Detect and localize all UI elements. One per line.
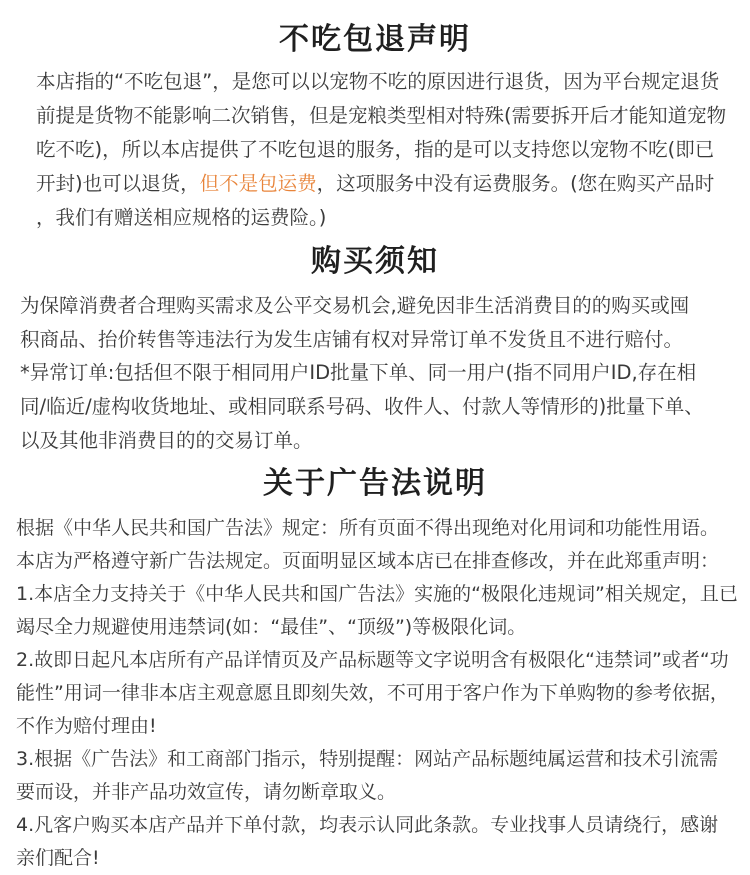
purchase-notice-para (20, 289, 689, 357)
ad-law-line: 1.本店全力支持关于《中华人民共和国广告法》实施的“极限化违规词”相关规定，且已 (16, 583, 738, 605)
abnormal-order-para (20, 356, 704, 458)
purchase-notice-title: 购买须知 (311, 244, 439, 279)
ad-law-line: 4.凡客户购买本店产品并下单付款，均表示认同此条款。专业找事人员请绕行，感谢 (16, 814, 719, 836)
abnormal-order-line: 同/临近/虚构收货地址、或相同联系号码、收件人、付款人等情形的)批量下单、 (20, 395, 704, 418)
return-policy-title: 不吃包退声明 (279, 22, 471, 57)
ad-law-body (16, 512, 738, 875)
return-policy-line: ，我们有赠送相应规格的运费险。) (36, 206, 327, 229)
return-policy-line: 前提是货物不能影响二次销售，但是宠粮类型相对特殊(需要拆开后才能知道宠物 (36, 104, 727, 127)
ad-law-line: 竭尽全力规避使用违禁词(如：“最佳”、“顶级”)等极限化词。 (16, 616, 527, 638)
abnormal-order-line: *异常订单:包括但不限于相同用户ID批量下单、同一用户(指不同用户ID,存在相 (20, 361, 697, 384)
line-text: 开封)也可以退货， (36, 172, 200, 195)
ad-law-line: 3.根据《广告法》和工商部门指示，特别提醒：网站产品标题纯属运营和技术引流需 (16, 748, 719, 770)
ad-law-line: 亲们配合! (16, 847, 100, 869)
abnormal-order-line: 以及其他非消费目的的交易订单。 (20, 429, 313, 452)
ad-law-title: 关于广告法说明 (263, 466, 487, 501)
return-policy-line: 吃不吃)，所以本店提供了不吃包退的服务，指的是可以支持您以宠物不吃(即已 (36, 138, 715, 161)
shipping-not-included-highlight: 但不是包运费 (199, 172, 317, 195)
ad-law-line: 根据《中华人民共和国广告法》规定：所有页面不得出现绝对化用词和功能性用语。 (16, 517, 720, 539)
return-policy-line: 本店指的“不吃包退”，是您可以以宠物不吃的原因进行退货，因为平台规定退货 (36, 70, 720, 93)
purchase-notice-line: 为保障消费者合理购买需求及公平交易机会,避免因非生活消费目的的购买或囤 (20, 294, 690, 317)
ad-law-line: 2.故即日起凡本店所有产品详情页及产品标题等文字说明含有极限化“违禁词”或者“功 (16, 649, 729, 671)
line-text: ，这项服务中没有运费服务。(您在购买产品时 (316, 172, 715, 195)
purchase-notice-line: 积商品、抬价转售等违法行为发生店铺有权对异常订单不发货且不进行赔付。 (20, 328, 684, 351)
ad-law-line: 要而设，并非产品功效宣传，请勿断章取义。 (16, 781, 397, 803)
ad-law-line: 本店为严格遵守新广告法规定。页面明显区域本店已在排查修改，并在此郑重声明： (16, 550, 720, 572)
return-policy-body (36, 65, 726, 235)
return-policy-line (36, 167, 726, 201)
ad-law-line: 不作为赔付理由! (16, 715, 157, 737)
ad-law-line: 能性”用词一律非本店主观意愿且即刻失效，不可用于客户作为下单购物的参考依据， (16, 682, 729, 704)
